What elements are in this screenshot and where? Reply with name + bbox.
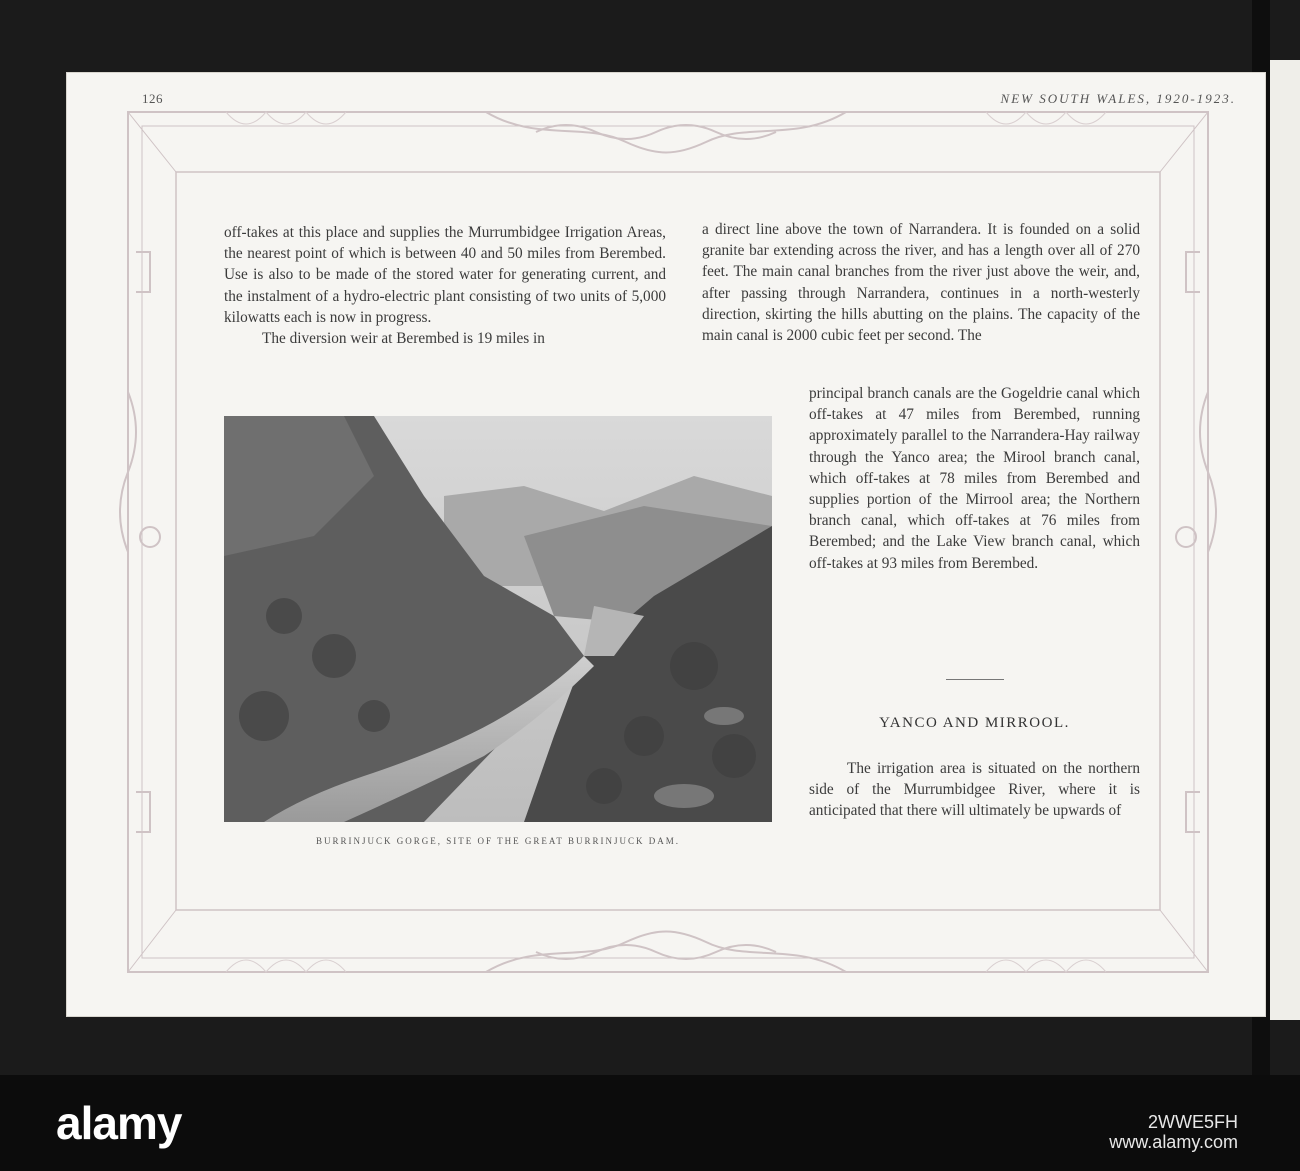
page-number: 126 [142,91,163,106]
section-divider-rule [946,679,1004,680]
paragraph-right-narrow: principal branch canals are the Gogeldrie canal which off-takes at 47 miles from Berembed, running approximately parallel to the Narrandera-Hay railway through the Yanco area; the Mirool branch canal, which off-takes at 78 miles from Berembed and supplies portion of the Mirrool area; the Northern branch canal, which off-takes at 76 miles from Berembed; and the Lake View branch canal, which off-takes at 93 miles from Berembed. [809,385,1140,572]
running-head: NEW SOUTH WALES, 1920-1923. [1000,91,1236,106]
stock-image-code [1109,1112,1238,1152]
stock-url: www.alamy.com [1109,1132,1238,1152]
paragraph-section: The irrigation area is situated on the northern side of the Murrumbidgee River, where it is anticipated that there will ultimately be upwards of [809,760,1140,820]
right-column-top-text [702,219,1140,346]
watermark-bar [0,1075,1300,1171]
section-heading: YANCO AND MIRROOL. [879,715,1070,731]
left-column-text [224,222,666,349]
paragraph-left-2: The diversion weir at Berembed is 19 miles in [262,330,545,348]
paragraph-right-top: a direct line above the town of Narrandera. It is founded on a solid granite bar extending across the river, and has a length over all of 270 feet. The main canal branches from the river just above the weir, and, after passing through Narrandera, continues in a north-westerly direction, skirting the hills abutting on the plains. The capacity of the main canal is 2000 cubic feet per second. The [702,221,1140,345]
gorge-photo-illustration [224,416,772,822]
gorge-photograph [224,416,772,822]
right-column-narrow-text [809,383,1140,574]
book-page [66,72,1266,1017]
alamy-logo: alamy [56,1097,182,1149]
paragraph-left-1: off-takes at this place and supplies the Murrumbidgee Irrigation Areas, the nearest point of which is between 40 and 50 miles from Berembed. Use is also to be made of the stored water for generating current, and the instalment of a hydro-electric plant consisting of two units of 5,000 kilowatts each is now in progress. [224,224,666,326]
image-id: 2WWE5FH [1148,1112,1238,1132]
photo-caption: BURRINJUCK GORGE, SITE OF THE GREAT BURRINJUCK DAM. [316,836,680,846]
adjacent-page-edge [1266,60,1300,1020]
section-body-text [809,758,1140,822]
